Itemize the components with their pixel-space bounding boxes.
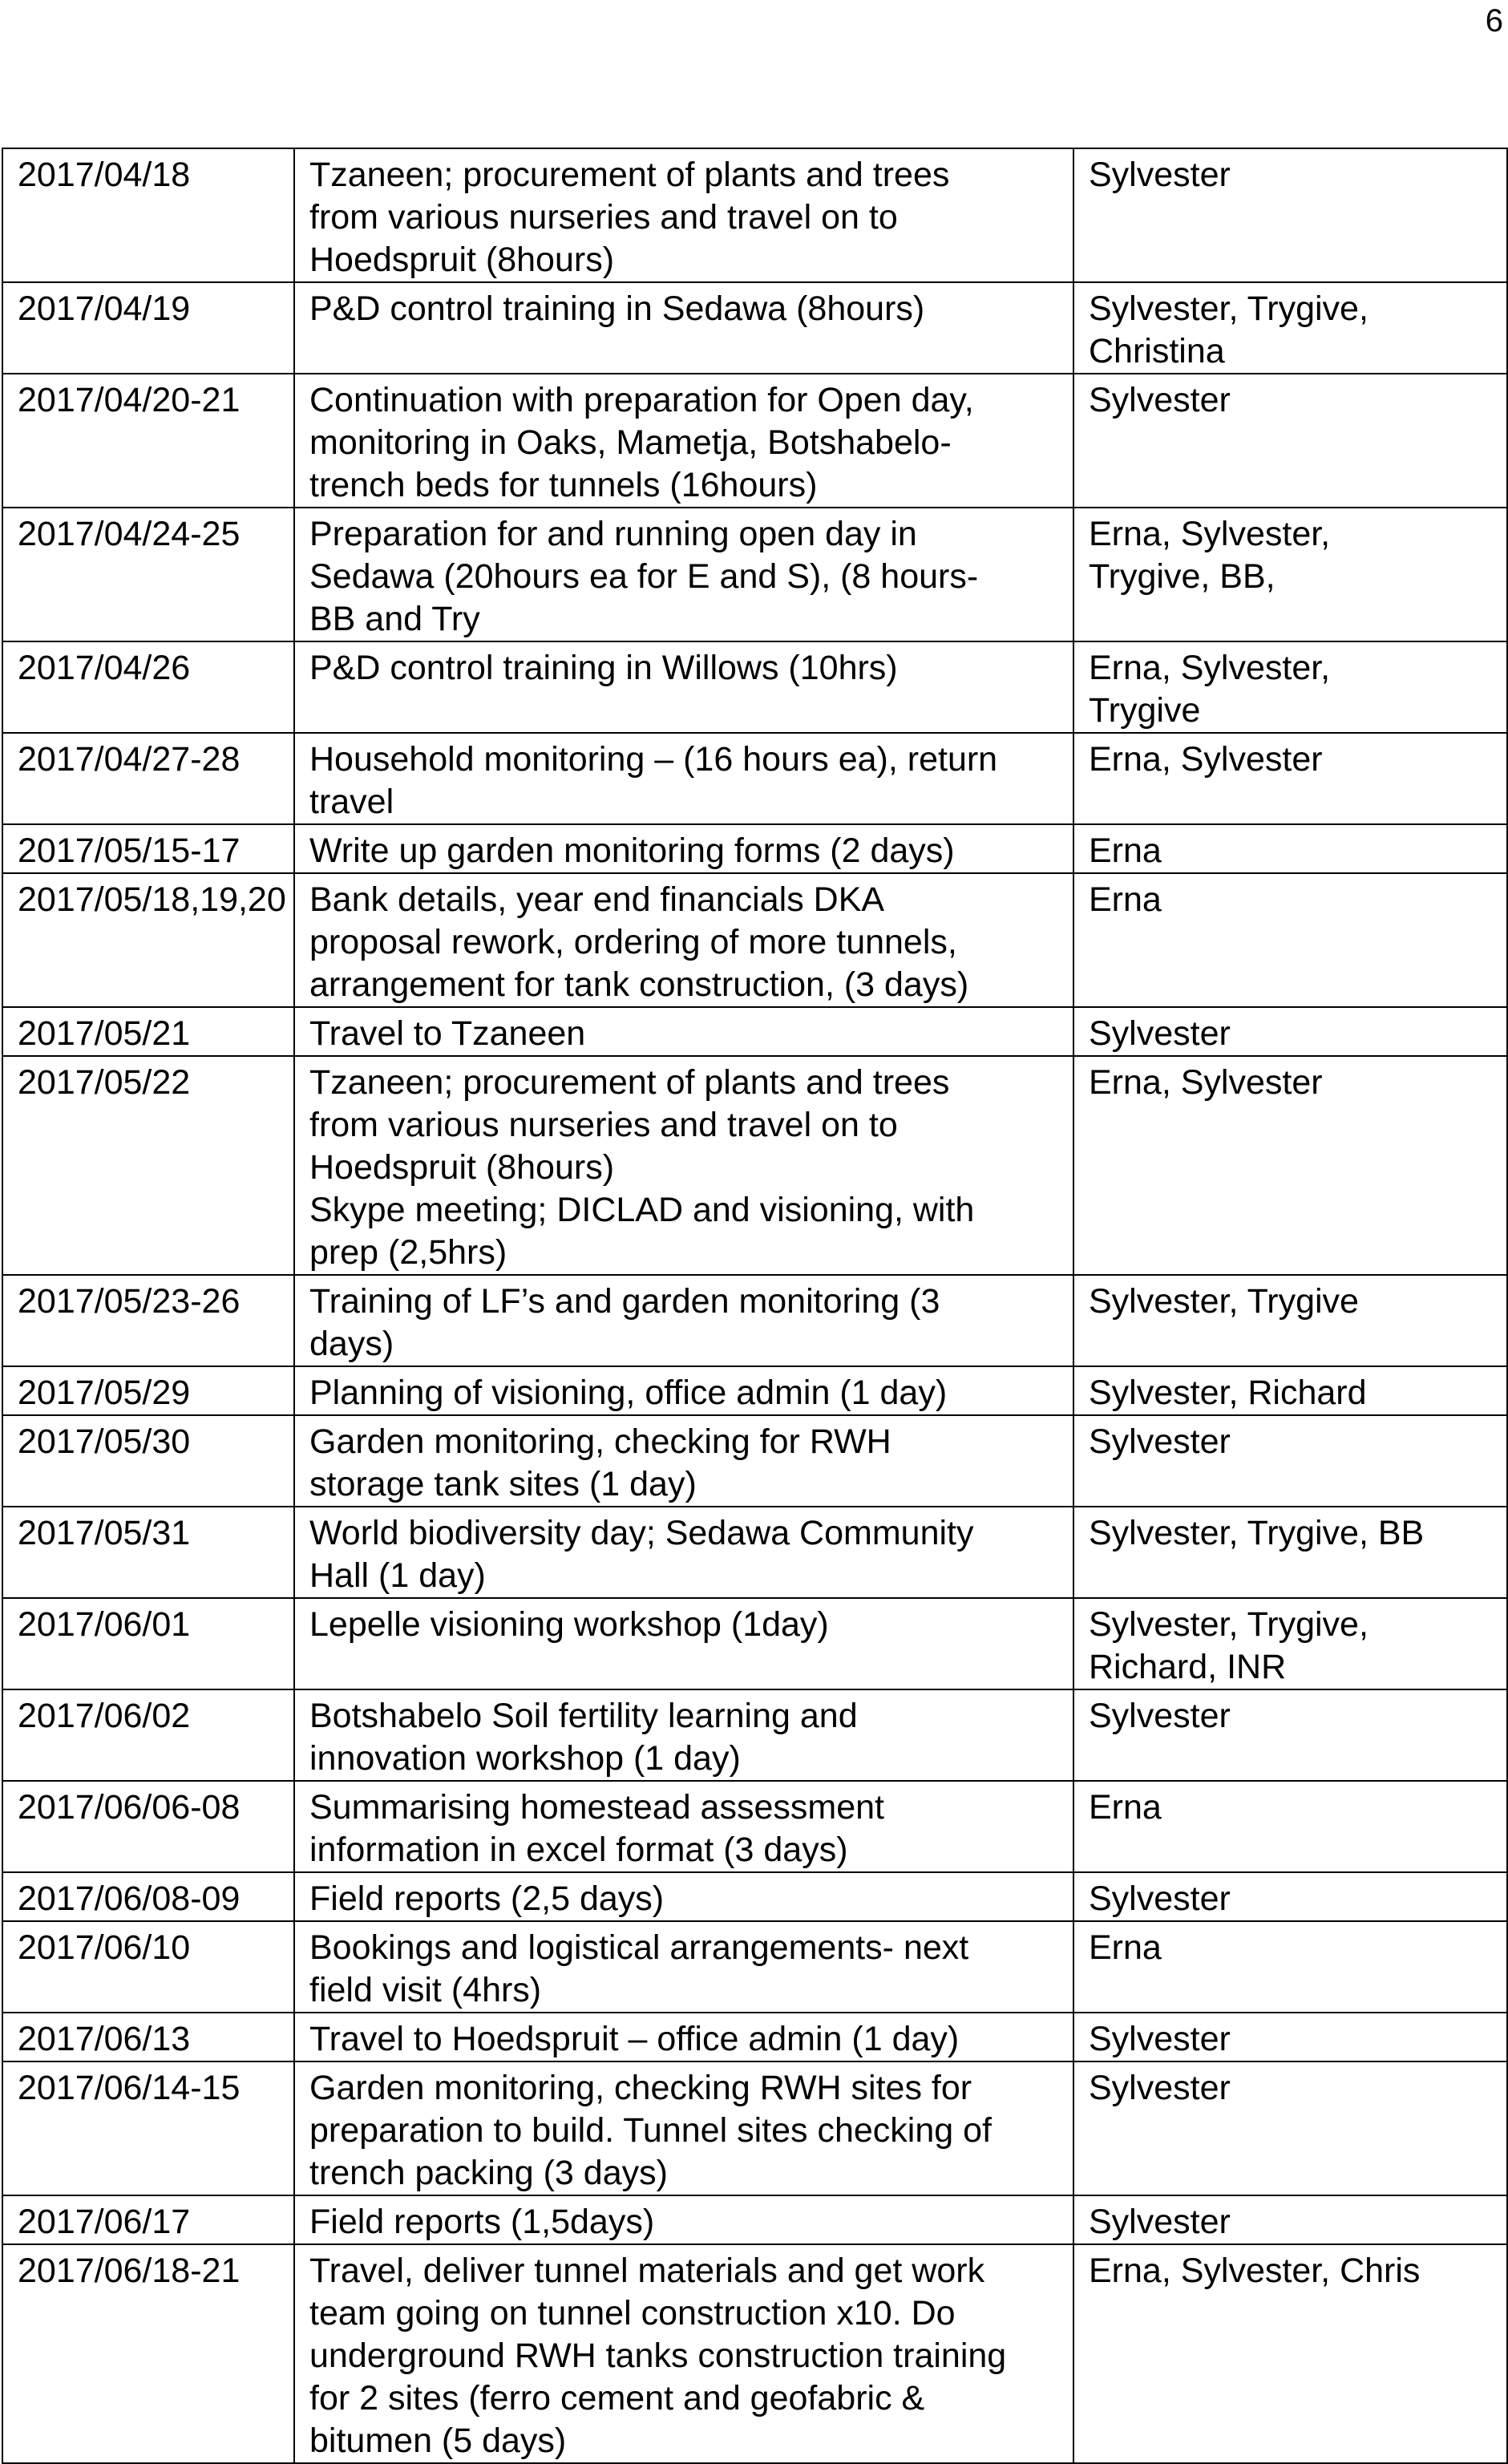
people-cell: Sylvester bbox=[1073, 2195, 1507, 2244]
table-row bbox=[2, 733, 1507, 824]
date-cell: 2017/06/14-15 bbox=[2, 2061, 294, 2195]
date-cell: 2017/06/18-21 bbox=[2, 2244, 294, 2463]
people-cell: Erna, Sylvester bbox=[1073, 1056, 1507, 1275]
table-row bbox=[2, 1872, 1507, 1921]
activity-cell: Preparation for and running open day in Sedawa (20hours ea for E and S), (8 hours- BB and Try bbox=[294, 508, 1073, 641]
date-cell: 2017/06/02 bbox=[2, 1689, 294, 1781]
people-cell: Sylvester, Trygive bbox=[1073, 1275, 1507, 1366]
date-cell: 2017/05/21 bbox=[2, 1007, 294, 1056]
activity-cell: Write up garden monitoring forms (2 days) bbox=[294, 824, 1073, 873]
activity-log-table bbox=[2, 148, 1508, 2464]
table-row bbox=[2, 2244, 1507, 2463]
activity-cell: Planning of visioning, office admin (1 day) bbox=[294, 1366, 1073, 1415]
date-cell: 2017/05/22 bbox=[2, 1056, 294, 1275]
activity-cell: Household monitoring – (16 hours ea), return travel bbox=[294, 733, 1073, 824]
table-row bbox=[2, 1056, 1507, 1275]
activity-cell: Bookings and logistical arrangements- next field visit (4hrs) bbox=[294, 1921, 1073, 2013]
table-row bbox=[2, 148, 1507, 282]
activity-cell: Tzaneen; procurement of plants and trees from various nurseries and travel on to Hoedspruit (8hours) bbox=[294, 148, 1073, 282]
people-cell: Sylvester, Richard bbox=[1073, 1366, 1507, 1415]
date-cell: 2017/06/10 bbox=[2, 1921, 294, 2013]
people-cell: Sylvester bbox=[1073, 1872, 1507, 1921]
activity-log-body bbox=[2, 148, 1507, 2463]
activity-cell: Bank details, year end financials DKA proposal rework, ordering of more tunnels, arrangement for tank construction, (3 days) bbox=[294, 873, 1073, 1007]
activity-cell: Garden monitoring, checking for RWH storage tank sites (1 day) bbox=[294, 1415, 1073, 1507]
date-cell: 2017/04/20-21 bbox=[2, 374, 294, 508]
activity-cell: Travel to Hoedspruit – office admin (1 day) bbox=[294, 2013, 1073, 2061]
table-row bbox=[2, 1781, 1507, 1872]
people-cell: Sylvester bbox=[1073, 2061, 1507, 2195]
activity-cell: Tzaneen; procurement of plants and trees from various nurseries and travel on to Hoedspruit (8hours) Skype meeting; DICLAD and visioning, with prep (2,5hrs) bbox=[294, 1056, 1073, 1275]
date-cell: 2017/05/15-17 bbox=[2, 824, 294, 873]
people-cell: Erna bbox=[1073, 873, 1507, 1007]
date-cell: 2017/04/24-25 bbox=[2, 508, 294, 641]
people-cell: Sylvester, Trygive, Christina bbox=[1073, 282, 1507, 374]
activity-cell: Continuation with preparation for Open day, monitoring in Oaks, Mametja, Botshabelo- trench beds for tunnels (16hours) bbox=[294, 374, 1073, 508]
people-cell: Sylvester bbox=[1073, 1007, 1507, 1056]
page-number: 6 bbox=[1485, 3, 1503, 38]
activity-cell: Travel to Tzaneen bbox=[294, 1007, 1073, 1056]
activity-cell: Field reports (2,5 days) bbox=[294, 1872, 1073, 1921]
date-cell: 2017/04/27-28 bbox=[2, 733, 294, 824]
people-cell: Sylvester, Trygive, Richard, INR bbox=[1073, 1598, 1507, 1689]
date-cell: 2017/06/01 bbox=[2, 1598, 294, 1689]
people-cell: Sylvester, Trygive, BB bbox=[1073, 1507, 1507, 1598]
table-row bbox=[2, 1275, 1507, 1366]
table-row bbox=[2, 1415, 1507, 1507]
table-row bbox=[2, 1598, 1507, 1689]
table-row bbox=[2, 824, 1507, 873]
table-row bbox=[2, 1507, 1507, 1598]
date-cell: 2017/05/23-26 bbox=[2, 1275, 294, 1366]
activity-cell: P&D control training in Willows (10hrs) bbox=[294, 641, 1073, 733]
people-cell: Erna, Sylvester, Trygive, BB, bbox=[1073, 508, 1507, 641]
people-cell: Sylvester bbox=[1073, 148, 1507, 282]
table-row bbox=[2, 873, 1507, 1007]
people-cell: Erna, Sylvester bbox=[1073, 733, 1507, 824]
date-cell: 2017/04/19 bbox=[2, 282, 294, 374]
table-row bbox=[2, 1921, 1507, 2013]
date-cell: 2017/05/30 bbox=[2, 1415, 294, 1507]
people-cell: Erna bbox=[1073, 1781, 1507, 1872]
date-cell: 2017/06/08-09 bbox=[2, 1872, 294, 1921]
date-cell: 2017/04/26 bbox=[2, 641, 294, 733]
table-row bbox=[2, 2195, 1507, 2244]
people-cell: Sylvester bbox=[1073, 374, 1507, 508]
table-row bbox=[2, 1689, 1507, 1781]
activity-cell: P&D control training in Sedawa (8hours) bbox=[294, 282, 1073, 374]
people-cell: Erna, Sylvester, Trygive bbox=[1073, 641, 1507, 733]
date-cell: 2017/06/17 bbox=[2, 2195, 294, 2244]
people-cell: Erna bbox=[1073, 824, 1507, 873]
table-row bbox=[2, 1007, 1507, 1056]
table-row bbox=[2, 1366, 1507, 1415]
activity-cell: Travel, deliver tunnel materials and get work team going on tunnel construction x10. Do underground RWH tanks construction training for 2 sites (ferro cement and geofabric & bitumen (5 days) bbox=[294, 2244, 1073, 2463]
table-row bbox=[2, 374, 1507, 508]
activity-cell: Field reports (1,5days) bbox=[294, 2195, 1073, 2244]
people-cell: Erna, Sylvester, Chris bbox=[1073, 2244, 1507, 2463]
date-cell: 2017/05/29 bbox=[2, 1366, 294, 1415]
activity-cell: Garden monitoring, checking RWH sites for preparation to build. Tunnel sites checking of trench packing (3 days) bbox=[294, 2061, 1073, 2195]
people-cell: Sylvester bbox=[1073, 2013, 1507, 2061]
table-row bbox=[2, 508, 1507, 641]
date-cell: 2017/05/18,19,20 bbox=[2, 873, 294, 1007]
people-cell: Sylvester bbox=[1073, 1415, 1507, 1507]
activity-cell: Botshabelo Soil fertility learning and innovation workshop (1 day) bbox=[294, 1689, 1073, 1781]
date-cell: 2017/05/31 bbox=[2, 1507, 294, 1598]
date-cell: 2017/04/18 bbox=[2, 148, 294, 282]
activity-cell: Training of LF’s and garden monitoring (3 days) bbox=[294, 1275, 1073, 1366]
table-row bbox=[2, 641, 1507, 733]
table-row bbox=[2, 2013, 1507, 2061]
table-row bbox=[2, 2061, 1507, 2195]
date-cell: 2017/06/13 bbox=[2, 2013, 294, 2061]
activity-cell: World biodiversity day; Sedawa Community Hall (1 day) bbox=[294, 1507, 1073, 1598]
activity-cell: Summarising homestead assessment information in excel format (3 days) bbox=[294, 1781, 1073, 1872]
people-cell: Erna bbox=[1073, 1921, 1507, 2013]
date-cell: 2017/06/06-08 bbox=[2, 1781, 294, 1872]
table-row bbox=[2, 282, 1507, 374]
activity-cell: Lepelle visioning workshop (1day) bbox=[294, 1598, 1073, 1689]
people-cell: Sylvester bbox=[1073, 1689, 1507, 1781]
